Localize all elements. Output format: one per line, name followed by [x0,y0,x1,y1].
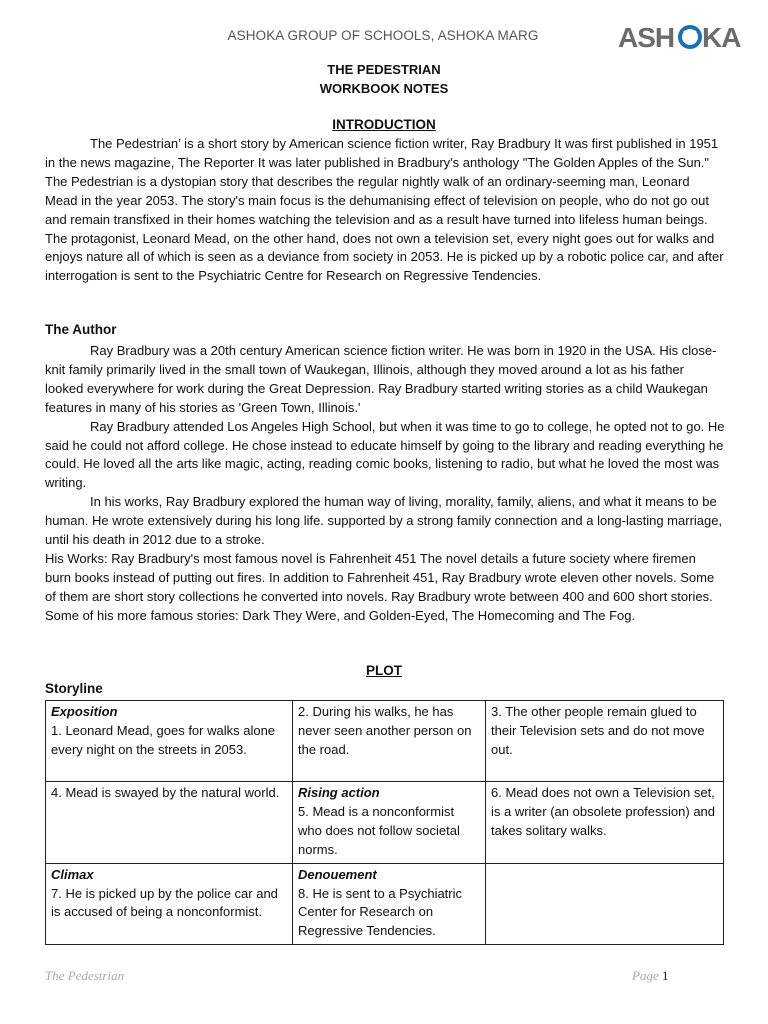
table-cell [46,863,293,945]
table-cell [486,701,724,782]
author-paragraph-3: In his works, Ray Bradbury explored the human way of living, morality, family, aliens, and what it means to be human. He wrote extensively during his long life. supported by a strong family connection and a long-lasting marriage, until his death in 2012 due to a stroke. [45,494,723,548]
plot-table [45,700,724,945]
table-cell [486,863,724,945]
table-row [46,701,724,782]
storyline-label: Storyline [45,681,103,696]
document-title [0,60,768,98]
page-label: Page [632,968,659,983]
plot-heading: PLOT [366,663,402,678]
svg-text:ASH: ASH [618,22,675,52]
table-row [46,863,724,945]
stage-label: Exposition [51,704,118,719]
author-body [45,342,725,626]
table-cell [293,863,486,945]
introduction-heading: INTRODUCTION [332,117,436,132]
author-paragraph-4: His Works: Ray Bradbury's most famous novel is Fahrenheit 451 The novel details a future society where firemen burn books instead of putting out fires. In addition to Fahrenheit 451, Ray Bradbury wrote eleven other novels. Some of them are short story collections he converted into novels. Ray Bradbury wrote between 400 and 600 short stories. Some of his more famous stories: Dark They Were, and Golden-Eyed, The Homecoming and The Fog. [45,550,715,623]
cell-text: 6. Mead does not own a Television set, is a writer (an obsolete profession) and takes solitary walks. [491,785,716,838]
introduction-paragraph: The Pedestrian’ is a short story by American science fiction writer, Ray Bradbury It was first published in 1951 in the news magazine, The Reporter It was later published in Bradbury's anthology "The Golden Apples of the Sun." The Pedestrian is a dystopian story that describes the regular nightly walk of an ordinary-seeming man, Leonard Mead in the year 2053. The story's main focus is the dehumanising effect of television on people, who do not go out and remain transfixed in their homes watching the television and as a result have turned into lifeless human beings. The protagonist, Leonard Mead, on the other hand, does not own a television set, every night goes out for walks and enjoys nature all of which is seen as a deviance from society in 2053. He is picked up by a robotic police car, and after interrogation is sent to the Psychiatric Centre for Research on Regressive Tendencies. [45,136,724,284]
table-row [46,782,724,864]
cell-text: 3. The other people remain glued to their Television sets and do not move out. [491,704,705,757]
cell-text: 8. He is sent to a Psychiatric Center for Research on Regressive Tendencies. [298,885,463,939]
table-cell [293,701,486,782]
introduction-body [45,135,725,286]
table-cell [293,782,486,864]
cell-text: 7. He is picked up by the police car and is accused of being a nonconformist. [51,885,278,920]
author-heading: The Author [45,322,117,337]
logo-icon [618,22,742,52]
table-cell [486,782,724,864]
cell-text: 2. During his walks, he has never seen another person on the road. [298,704,472,757]
cell-text: 4. Mead is swayed by the natural world. [51,785,280,800]
cell-text: 1. Leonard Mead, goes for walks alone every night on the streets in 2053. [51,722,276,757]
footer-page-number [632,968,668,984]
stage-label: Denouement [298,866,377,882]
author-paragraph-2: Ray Bradbury attended Los Angeles High School, but when it was time to go to college, he opted not to go. He said he could not afford college. He chose instead to educate himself by going to the library and reading everything he could. He loved all the arts like magic, acting, reading comic books, listening to radio, but what he loved the most was writing. [45,418,725,491]
table-cell [46,701,293,782]
table-cell [46,782,293,864]
svg-text:KA: KA [702,22,741,52]
page-number: 1 [661,968,669,983]
cell-text: 5. Mead is a nonconformist who does not follow societal norms. [298,803,460,857]
title-line-1: THE PEDESTRIAN [327,62,441,77]
stage-label: Rising action [298,785,380,800]
footer-document-name: The Pedestrian [45,968,125,983]
school-header: ASHOKA GROUP OF SCHOOLS, ASHOKA MARG [227,28,539,43]
ashoka-logo [618,22,742,52]
title-line-2: WORKBOOK NOTES [319,81,449,96]
stage-label: Climax [51,866,94,882]
author-paragraph-1: Ray Bradbury was a 20th century American science fiction writer. He was born in 1920 in the USA. His close-knit family primarily lived in the small town of Waukegan, Illinois, although they moved around a lot as his father looked everywhere for work during the Great Depression. Ray Bradbury started writing stories as a child Waukegan features in many of his stories as 'Green Town, Illinois.' [45,343,717,415]
